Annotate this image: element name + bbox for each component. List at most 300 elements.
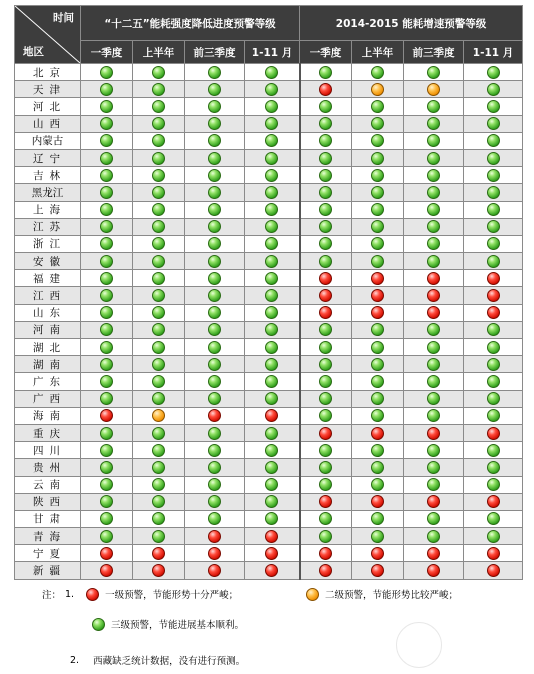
green-warning-icon xyxy=(152,323,165,336)
level-cell xyxy=(185,253,245,270)
level-cell xyxy=(352,132,404,149)
region-cell: 陕西 xyxy=(15,493,81,510)
level-cell xyxy=(185,167,245,184)
green-warning-icon xyxy=(371,134,384,147)
level-cell xyxy=(352,64,404,81)
green-warning-icon xyxy=(371,255,384,268)
level-cell xyxy=(185,424,245,441)
green-warning-icon xyxy=(265,83,278,96)
level-cell xyxy=(404,115,464,132)
level-cell xyxy=(300,218,352,235)
green-warning-icon xyxy=(265,478,278,491)
level-cell xyxy=(245,390,300,407)
region-cell: 江苏 xyxy=(15,218,81,235)
green-warning-icon xyxy=(371,186,384,199)
level-cell xyxy=(185,356,245,373)
orange-warning-icon xyxy=(427,83,440,96)
green-warning-icon xyxy=(208,134,221,147)
green-warning-icon xyxy=(371,392,384,405)
level-cell xyxy=(300,459,352,476)
level-cell xyxy=(133,218,185,235)
table-row xyxy=(15,253,523,270)
red-warning-icon xyxy=(208,530,221,543)
level-cell xyxy=(352,115,404,132)
level-cell xyxy=(245,476,300,493)
level-cell xyxy=(245,407,300,424)
level-cell xyxy=(464,373,523,390)
level-cell xyxy=(300,98,352,115)
table-row xyxy=(15,442,523,459)
level-cell xyxy=(245,442,300,459)
period-header: 1-11 月 xyxy=(245,41,300,64)
level-cell xyxy=(81,493,133,510)
red-warning-icon xyxy=(100,564,113,577)
region-cell: 山东 xyxy=(15,304,81,321)
level-cell xyxy=(464,407,523,424)
table-row xyxy=(15,510,523,527)
level-cell xyxy=(300,545,352,562)
level-cell xyxy=(185,390,245,407)
green-warning-icon xyxy=(427,255,440,268)
green-warning-icon xyxy=(427,461,440,474)
green-warning-icon xyxy=(487,66,500,79)
green-warning-icon xyxy=(208,169,221,182)
green-warning-icon xyxy=(319,152,332,165)
level-cell xyxy=(300,407,352,424)
level-cell xyxy=(300,510,352,527)
green-warning-icon xyxy=(100,306,113,319)
level-cell xyxy=(404,510,464,527)
green-warning-icon xyxy=(152,237,165,250)
table-row xyxy=(15,201,523,218)
level-cell xyxy=(81,98,133,115)
green-warning-icon xyxy=(152,530,165,543)
green-warning-icon xyxy=(208,272,221,285)
green-warning-icon xyxy=(319,100,332,113)
level-cell xyxy=(185,493,245,510)
table-row xyxy=(15,270,523,287)
note-number-2: 2. xyxy=(70,654,80,666)
green-warning-icon xyxy=(487,341,500,354)
level-cell xyxy=(300,287,352,304)
green-warning-icon xyxy=(208,495,221,508)
level-cell xyxy=(404,149,464,166)
red-warning-icon xyxy=(371,547,384,560)
region-cell: 内蒙古 xyxy=(15,132,81,149)
level-cell xyxy=(404,356,464,373)
green-warning-icon xyxy=(265,341,278,354)
green-warning-icon xyxy=(319,255,332,268)
level-cell xyxy=(133,442,185,459)
level-cell xyxy=(464,218,523,235)
level-cell xyxy=(185,476,245,493)
level-cell xyxy=(185,510,245,527)
red-warning-icon xyxy=(371,564,384,577)
green-warning-icon xyxy=(487,409,500,422)
level-cell xyxy=(404,459,464,476)
green-warning-icon xyxy=(208,66,221,79)
level-cell xyxy=(404,562,464,579)
green-warning-icon xyxy=(371,512,384,525)
level-cell xyxy=(464,562,523,579)
level-cell xyxy=(133,132,185,149)
level-cell xyxy=(352,270,404,287)
region-cell: 上海 xyxy=(15,201,81,218)
green-warning-icon xyxy=(152,134,165,147)
level-cell xyxy=(245,424,300,441)
level-cell xyxy=(464,132,523,149)
green-warning-icon xyxy=(152,392,165,405)
green-warning-icon xyxy=(371,237,384,250)
red-warning-icon xyxy=(487,495,500,508)
level-cell xyxy=(245,528,300,545)
level-cell xyxy=(81,407,133,424)
level-cell xyxy=(464,321,523,338)
green-warning-icon xyxy=(100,444,113,457)
level-cell xyxy=(185,201,245,218)
level-cell xyxy=(133,528,185,545)
red-warning-icon xyxy=(208,409,221,422)
red-warning-icon xyxy=(100,409,113,422)
red-warning-icon xyxy=(371,306,384,319)
green-warning-icon xyxy=(100,152,113,165)
level-cell xyxy=(81,235,133,252)
note-orange-line xyxy=(306,587,458,601)
level-cell xyxy=(81,115,133,132)
level-cell xyxy=(133,476,185,493)
level-cell xyxy=(404,373,464,390)
level-cell xyxy=(404,184,464,201)
level-cell xyxy=(404,132,464,149)
level-cell xyxy=(464,493,523,510)
level-cell xyxy=(352,304,404,321)
green-warning-icon xyxy=(487,392,500,405)
level-cell xyxy=(133,235,185,252)
level-cell xyxy=(404,493,464,510)
table-row xyxy=(15,98,523,115)
level-cell xyxy=(185,545,245,562)
green-warning-icon xyxy=(427,66,440,79)
period-header: 前三季度 xyxy=(185,41,245,64)
region-cell: 福建 xyxy=(15,270,81,287)
orange-warning-icon xyxy=(152,409,165,422)
red-warning-icon xyxy=(427,272,440,285)
level-cell xyxy=(245,64,300,81)
level-cell xyxy=(133,304,185,321)
green-warning-icon xyxy=(371,203,384,216)
green-warning-icon xyxy=(152,495,165,508)
level-cell xyxy=(81,149,133,166)
table-row xyxy=(15,184,523,201)
green-warning-icon xyxy=(152,169,165,182)
green-warning-icon xyxy=(100,358,113,371)
green-warning-icon xyxy=(427,100,440,113)
green-warning-icon xyxy=(208,83,221,96)
green-warning-icon xyxy=(208,152,221,165)
level-cell xyxy=(404,476,464,493)
level-cell xyxy=(300,304,352,321)
green-warning-icon xyxy=(265,495,278,508)
level-cell xyxy=(133,287,185,304)
red-warning-icon xyxy=(319,427,332,440)
green-warning-icon xyxy=(427,220,440,233)
level-cell xyxy=(133,390,185,407)
green-warning-icon xyxy=(371,66,384,79)
green-warning-icon xyxy=(152,272,165,285)
table-row xyxy=(15,64,523,81)
green-warning-icon xyxy=(371,375,384,388)
level-cell xyxy=(300,321,352,338)
green-warning-icon xyxy=(265,203,278,216)
level-cell xyxy=(352,321,404,338)
level-cell xyxy=(352,218,404,235)
green-warning-icon xyxy=(100,203,113,216)
region-cell: 青海 xyxy=(15,528,81,545)
green-warning-icon xyxy=(100,255,113,268)
green-warning-icon xyxy=(427,134,440,147)
orange-warning-icon xyxy=(371,83,384,96)
green-warning-icon xyxy=(208,100,221,113)
green-warning-icon xyxy=(319,341,332,354)
region-cell: 广东 xyxy=(15,373,81,390)
level-cell xyxy=(185,287,245,304)
level-cell xyxy=(464,167,523,184)
red-warning-icon xyxy=(427,495,440,508)
level-cell xyxy=(81,253,133,270)
green-warning-icon xyxy=(265,444,278,457)
level-cell xyxy=(185,321,245,338)
red-warning-icon xyxy=(371,289,384,302)
region-cell: 安徽 xyxy=(15,253,81,270)
level-cell xyxy=(245,253,300,270)
level-cell xyxy=(300,167,352,184)
red-warning-icon xyxy=(371,272,384,285)
green-warning-icon xyxy=(371,169,384,182)
green-warning-icon xyxy=(487,117,500,130)
level-cell xyxy=(245,321,300,338)
level-cell xyxy=(352,81,404,98)
level-cell xyxy=(464,545,523,562)
green-warning-icon xyxy=(265,427,278,440)
level-cell xyxy=(81,287,133,304)
level-cell xyxy=(300,149,352,166)
level-cell xyxy=(404,167,464,184)
table-row xyxy=(15,493,523,510)
green-warning-icon xyxy=(208,341,221,354)
level-cell xyxy=(464,115,523,132)
level-cell xyxy=(404,304,464,321)
level-cell xyxy=(404,442,464,459)
level-cell xyxy=(185,270,245,287)
green-warning-icon xyxy=(208,306,221,319)
level-cell xyxy=(185,149,245,166)
table-row xyxy=(15,407,523,424)
level-cell xyxy=(464,253,523,270)
region-cell: 重庆 xyxy=(15,424,81,441)
green-warning-icon xyxy=(487,152,500,165)
level-cell xyxy=(185,373,245,390)
green-warning-icon xyxy=(100,375,113,388)
level-cell xyxy=(81,201,133,218)
level-cell xyxy=(352,459,404,476)
red-warning-icon xyxy=(427,427,440,440)
level-cell xyxy=(81,184,133,201)
level-cell xyxy=(300,476,352,493)
red-warning-icon xyxy=(487,564,500,577)
green-warning-icon xyxy=(371,461,384,474)
table-row xyxy=(15,115,523,132)
green-warning-icon xyxy=(487,375,500,388)
level-cell xyxy=(352,545,404,562)
green-warning-icon xyxy=(208,186,221,199)
green-warning-icon xyxy=(100,117,113,130)
level-cell xyxy=(352,424,404,441)
green-warning-icon xyxy=(100,134,113,147)
level-cell xyxy=(133,339,185,356)
green-warning-icon xyxy=(319,444,332,457)
region-cell: 海南 xyxy=(15,407,81,424)
green-warning-icon xyxy=(427,409,440,422)
level-cell xyxy=(245,304,300,321)
green-warning-icon xyxy=(487,358,500,371)
level-cell xyxy=(300,201,352,218)
level-cell xyxy=(300,81,352,98)
green-warning-icon xyxy=(265,169,278,182)
green-warning-icon xyxy=(265,392,278,405)
green-warning-icon xyxy=(208,461,221,474)
level-cell xyxy=(464,235,523,252)
green-warning-icon xyxy=(371,117,384,130)
red-warning-icon xyxy=(319,306,332,319)
green-warning-icon xyxy=(265,237,278,250)
orange-warning-text: 二级预警，节能形势比较严峻； xyxy=(325,590,459,601)
note-2-text: 西藏缺乏统计数据，没有进行预测。 xyxy=(93,656,246,667)
level-cell xyxy=(133,373,185,390)
level-cell xyxy=(300,270,352,287)
level-cell xyxy=(404,81,464,98)
level-cell xyxy=(185,304,245,321)
green-warning-icon xyxy=(152,461,165,474)
green-warning-icon xyxy=(208,323,221,336)
level-cell xyxy=(245,356,300,373)
level-cell xyxy=(464,442,523,459)
level-cell xyxy=(81,424,133,441)
corner-region-label: 地区 xyxy=(23,46,44,58)
green-warning-icon xyxy=(319,203,332,216)
level-cell xyxy=(133,459,185,476)
level-cell xyxy=(185,235,245,252)
region-cell: 天津 xyxy=(15,81,81,98)
red-warning-icon xyxy=(487,272,500,285)
level-cell xyxy=(404,64,464,81)
green-warning-icon xyxy=(487,444,500,457)
table-row xyxy=(15,476,523,493)
red-warning-icon xyxy=(319,272,332,285)
red-warning-icon xyxy=(371,495,384,508)
level-cell xyxy=(133,321,185,338)
level-cell xyxy=(81,459,133,476)
red-warning-icon xyxy=(152,547,165,560)
green-warning-icon xyxy=(152,444,165,457)
red-warning-icon xyxy=(487,306,500,319)
table-row xyxy=(15,390,523,407)
level-cell xyxy=(133,407,185,424)
green-warning-icon xyxy=(319,66,332,79)
level-cell xyxy=(352,149,404,166)
level-cell xyxy=(133,64,185,81)
green-warning-icon xyxy=(100,66,113,79)
green-warning-icon xyxy=(265,117,278,130)
green-warning-icon xyxy=(371,530,384,543)
green-warning-text: 三级预警，节能进展基本顺利。 xyxy=(111,620,245,631)
level-cell xyxy=(464,201,523,218)
level-cell xyxy=(245,459,300,476)
level-cell xyxy=(464,476,523,493)
green-warning-icon xyxy=(208,512,221,525)
level-cell xyxy=(245,149,300,166)
table-row xyxy=(15,545,523,562)
table-row xyxy=(15,373,523,390)
green-warning-icon xyxy=(319,478,332,491)
green-warning-icon xyxy=(208,392,221,405)
green-warning-icon xyxy=(100,341,113,354)
corner-header xyxy=(15,6,81,64)
green-warning-icon xyxy=(152,427,165,440)
green-warning-icon xyxy=(100,478,113,491)
green-warning-icon xyxy=(265,323,278,336)
green-warning-icon xyxy=(152,66,165,79)
region-cell: 广西 xyxy=(15,390,81,407)
table-row xyxy=(15,167,523,184)
period-header: 上半年 xyxy=(352,41,404,64)
green-warning-icon xyxy=(152,117,165,130)
table-row xyxy=(15,218,523,235)
green-warning-icon xyxy=(208,478,221,491)
level-cell xyxy=(185,184,245,201)
warning-table xyxy=(14,5,523,580)
level-cell xyxy=(133,493,185,510)
green-warning-icon xyxy=(319,392,332,405)
green-warning-icon xyxy=(487,478,500,491)
green-warning-icon xyxy=(208,444,221,457)
green-warning-icon xyxy=(100,186,113,199)
green-warning-icon xyxy=(100,461,113,474)
region-cell: 江西 xyxy=(15,287,81,304)
table-row xyxy=(15,339,523,356)
level-cell xyxy=(133,167,185,184)
green-warning-icon xyxy=(427,186,440,199)
level-cell xyxy=(133,356,185,373)
green-warning-icon xyxy=(319,358,332,371)
table-row xyxy=(15,132,523,149)
level-cell xyxy=(404,545,464,562)
green-warning-icon xyxy=(487,323,500,336)
green-warning-icon xyxy=(208,427,221,440)
green-warning-icon xyxy=(152,152,165,165)
green-warning-icon xyxy=(487,134,500,147)
level-cell xyxy=(464,510,523,527)
green-warning-icon xyxy=(487,186,500,199)
level-cell xyxy=(185,339,245,356)
level-cell xyxy=(245,510,300,527)
level-cell xyxy=(352,510,404,527)
level-cell xyxy=(245,339,300,356)
green-warning-icon xyxy=(427,358,440,371)
green-warning-icon xyxy=(371,341,384,354)
level-cell xyxy=(133,270,185,287)
level-cell xyxy=(245,98,300,115)
level-cell xyxy=(185,115,245,132)
